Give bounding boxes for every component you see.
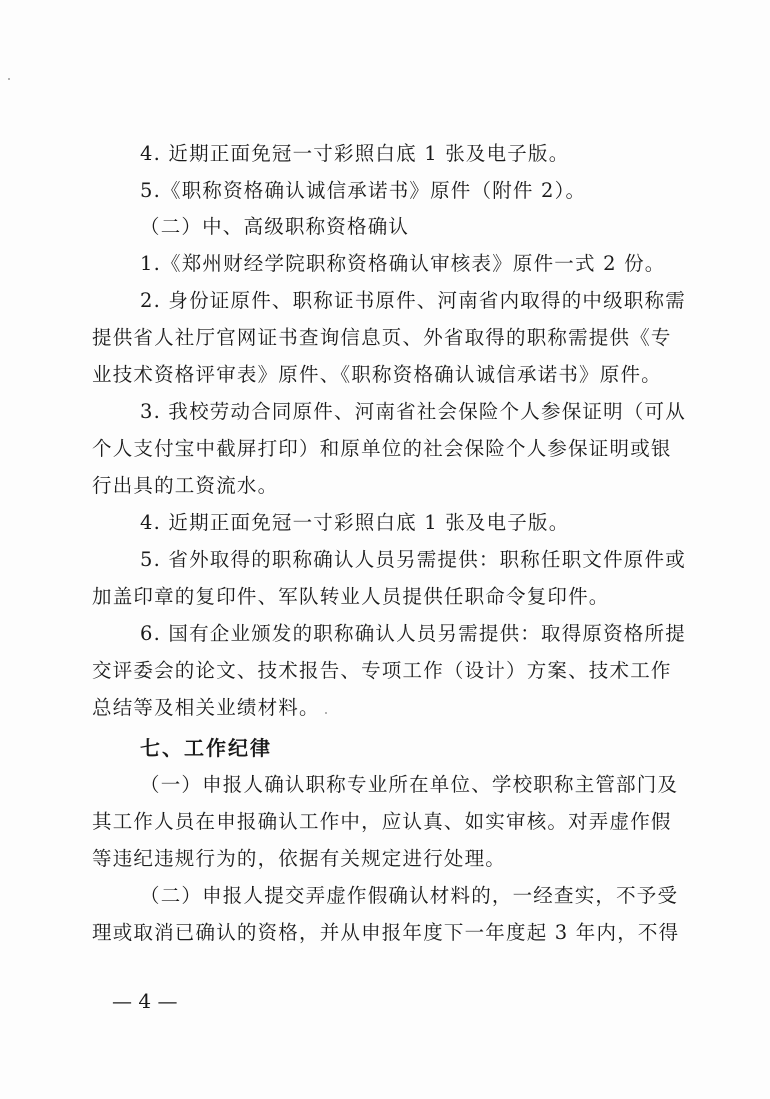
text-line: 个人支付宝中截屏打印）和原单位的社会保险个人参保证明或银 <box>92 437 672 460</box>
text-line: 1.《郑州财经学院职称资格确认审核表》原件一式 2 份。 <box>140 252 666 275</box>
text-line: 6. 国有企业颁发的职称确认人员另需提供：取得原资格所提 <box>140 622 686 645</box>
text-line: 提供省人社厅官网证书查询信息页、外省取得的职称需提供《专 <box>92 326 672 349</box>
text-line: 5. 省外取得的职称确认人员另需提供：职称任职文件原件或 <box>140 548 686 571</box>
text-line: 4. 近期正面免冠一寸彩照白底 1 张及电子版。 <box>140 142 570 165</box>
text-line: 4. 近期正面免冠一寸彩照白底 1 张及电子版。 <box>140 511 570 534</box>
text-line: 总结等及相关业绩材料。 <box>92 696 320 719</box>
scan-speck <box>8 78 10 80</box>
text-line: 5.《职称资格确认诚信承诺书》原件（附件 2）。 <box>140 179 587 202</box>
text-line: 3. 我校劳动合同原件、河南省社会保险个人参保证明（可从 <box>140 400 686 423</box>
section-heading: 七、工作纪律 <box>140 736 272 760</box>
text-line: 其工作人员在申报确认工作中，应认真、如实审核。对弄虚作假 <box>92 810 672 833</box>
text-line: 行出具的工资流水。 <box>92 474 279 497</box>
text-line: 业技术资格评审表》原件、《职称资格确认诚信承诺书》原件。 <box>92 363 662 386</box>
text-line: 等违纪违规行为的，依据有关规定进行处理。 <box>92 847 507 870</box>
text-line: （一）申报人确认职称专业所在单位、学校职称主管部门及 <box>140 773 679 796</box>
text-line: 交评委会的论文、技术报告、专项工作（设计）方案、技术工作 <box>92 659 672 682</box>
text-line: 2. 身份证原件、职称证书原件、河南省内取得的中级职称需 <box>140 289 686 312</box>
page-number: — 4 — <box>112 989 178 1013</box>
text-line: 理或取消已确认的资格，并从申报年度下一年度起 3 年内，不得 <box>92 921 680 944</box>
scan-speck <box>325 712 327 714</box>
text-line: 加盖印章的复印件、军队转业人员提供任职命令复印件。 <box>92 585 610 608</box>
text-line: （二）申报人提交弄虚作假确认材料的，一经查实，不予受 <box>140 884 679 907</box>
text-line: （二）中、高级职称资格确认 <box>140 215 410 238</box>
